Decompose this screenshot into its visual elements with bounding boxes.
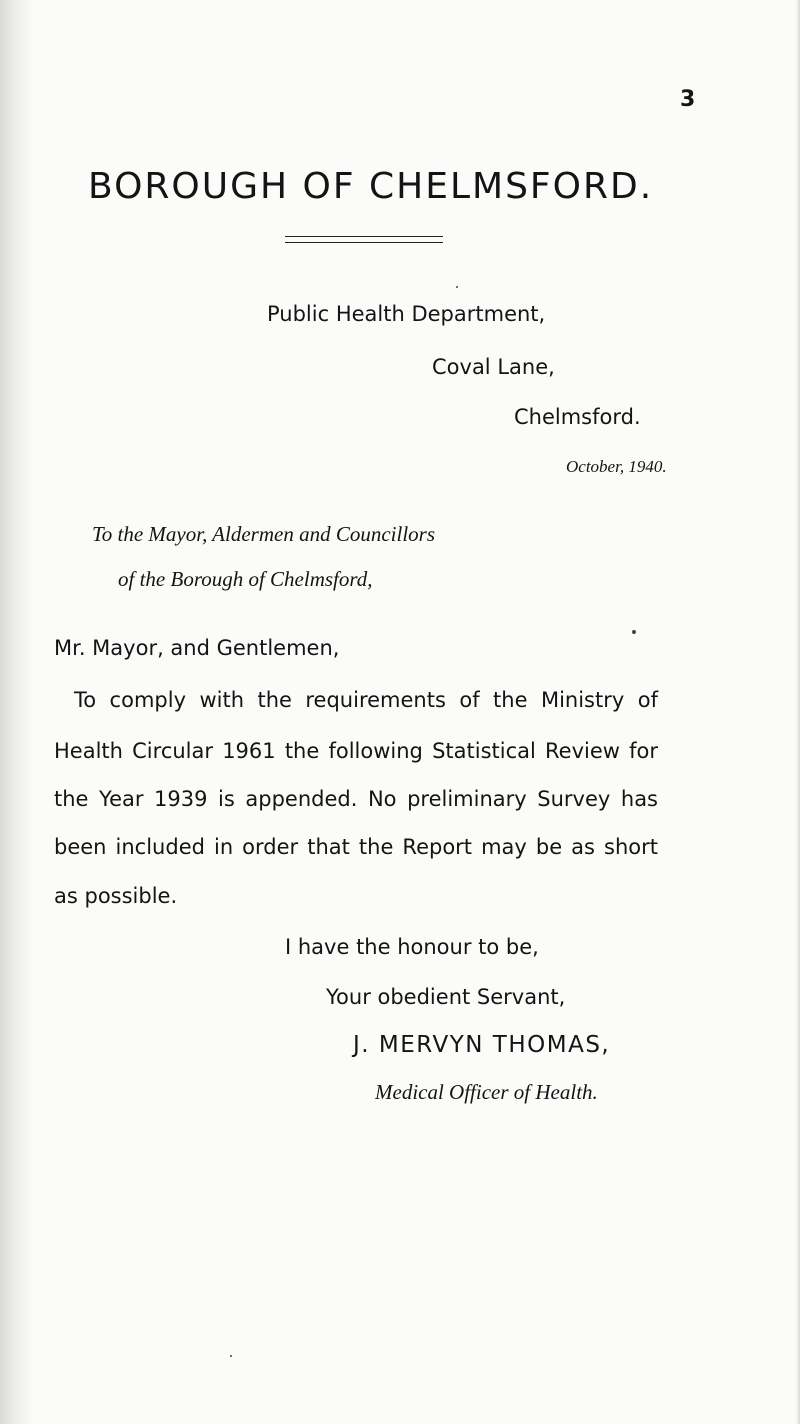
body-line: as possible. <box>54 884 178 908</box>
scan-speck <box>632 630 636 634</box>
signature-name: J. MERVYN THOMAS, <box>353 1032 611 1058</box>
page-title: BOROUGH OF CHELMSFORD. <box>88 166 654 207</box>
addressee-line-1: To the Mayor, Aldermen and Councillors <box>92 522 436 546</box>
page-edge <box>796 0 800 1424</box>
scan-speck <box>230 1355 232 1357</box>
address-street: Coval Lane, <box>432 355 555 379</box>
body-line: To comply with the requirements of the Ministry of <box>74 688 658 712</box>
address-town: Chelmsford. <box>514 405 641 429</box>
closing-line-2: Your obedient Servant, <box>326 985 566 1009</box>
body-line: Health Circular 1961 the following Statistical Review for <box>54 739 658 763</box>
addressee-line-2: of the Borough of Chelmsford, <box>118 567 373 591</box>
scan-speck <box>456 286 458 288</box>
salutation: Mr. Mayor, and Gentlemen, <box>54 636 340 660</box>
address-department: Public Health Department, <box>267 302 546 326</box>
body-line: been included in order that the Report may be as short <box>54 835 658 859</box>
signature-title: Medical Officer of Health. <box>375 1080 598 1104</box>
title-divider <box>285 236 443 243</box>
binding-shadow <box>0 0 34 1424</box>
body-line: the Year 1939 is appended. No preliminary Survey has <box>54 787 658 811</box>
page-number: 3 <box>680 87 696 112</box>
closing-line-1: I have the honour to be, <box>285 935 539 959</box>
letter-date: October, 1940. <box>566 457 667 476</box>
